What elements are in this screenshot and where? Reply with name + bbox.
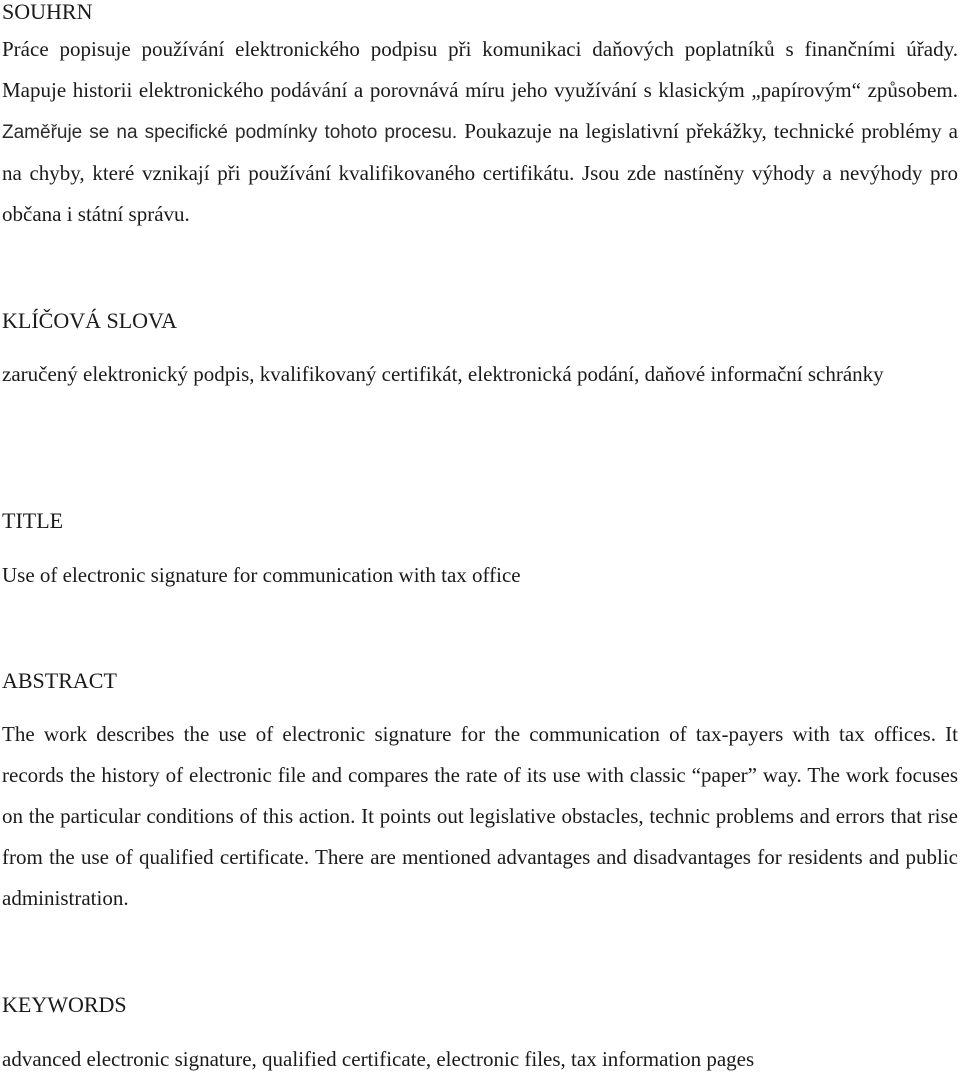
abstract-text: The work describes the use of electronic signature for the communication of tax-payers with tax offices. It records the history of electronic file and compares the rate of its use with classic “paper” way. The work focuses on the particular conditions of this action. It points out legislative obstacles, technic problems and errors that rise from the use of qualified certificate. There are mentioned advantages and disadvantages for residents and public administration. <box>2 722 958 910</box>
souhrn-text-part-2: Zaměřuje se na specifické podmínky tohoto procesu. <box>2 122 458 143</box>
souhrn-text-part-1: Práce popisuje používání elektronického podpisu při komunikaci daňových poplatníků s finančními úřady. Mapuje historii elektronického podávání a porovnává míru jeho využívání s klasickým „papírovým“ způsobem. <box>2 37 958 102</box>
title-text: Use of electronic signature for communication with tax office <box>2 563 521 587</box>
souhrn-text-part-3: Poukazuje na legislativní překážky, technické problémy a na chyby, které vznikají při používání kvalifikovaného certifikátu. Jsou zde nastíněny výhody a nevýhody pro občana i státní správu. <box>2 119 959 226</box>
abstract-heading: ABSTRACT <box>2 668 117 693</box>
title-heading: TITLE <box>2 508 64 533</box>
keywords-text: advanced electronic signature, qualified certificate, electronic files, tax information pages <box>2 1047 755 1071</box>
klicova-slova-text: zaručený elektronický podpis, kvalifikovaný certifikát, elektronická podání, daňové informační schránky <box>2 362 884 386</box>
souhrn-heading: SOUHRN <box>2 0 93 24</box>
keywords-heading: KEYWORDS <box>2 992 127 1017</box>
klicova-slova-heading: KLÍČOVÁ SLOVA <box>2 308 177 333</box>
souhrn-paragraph <box>2 29 958 235</box>
